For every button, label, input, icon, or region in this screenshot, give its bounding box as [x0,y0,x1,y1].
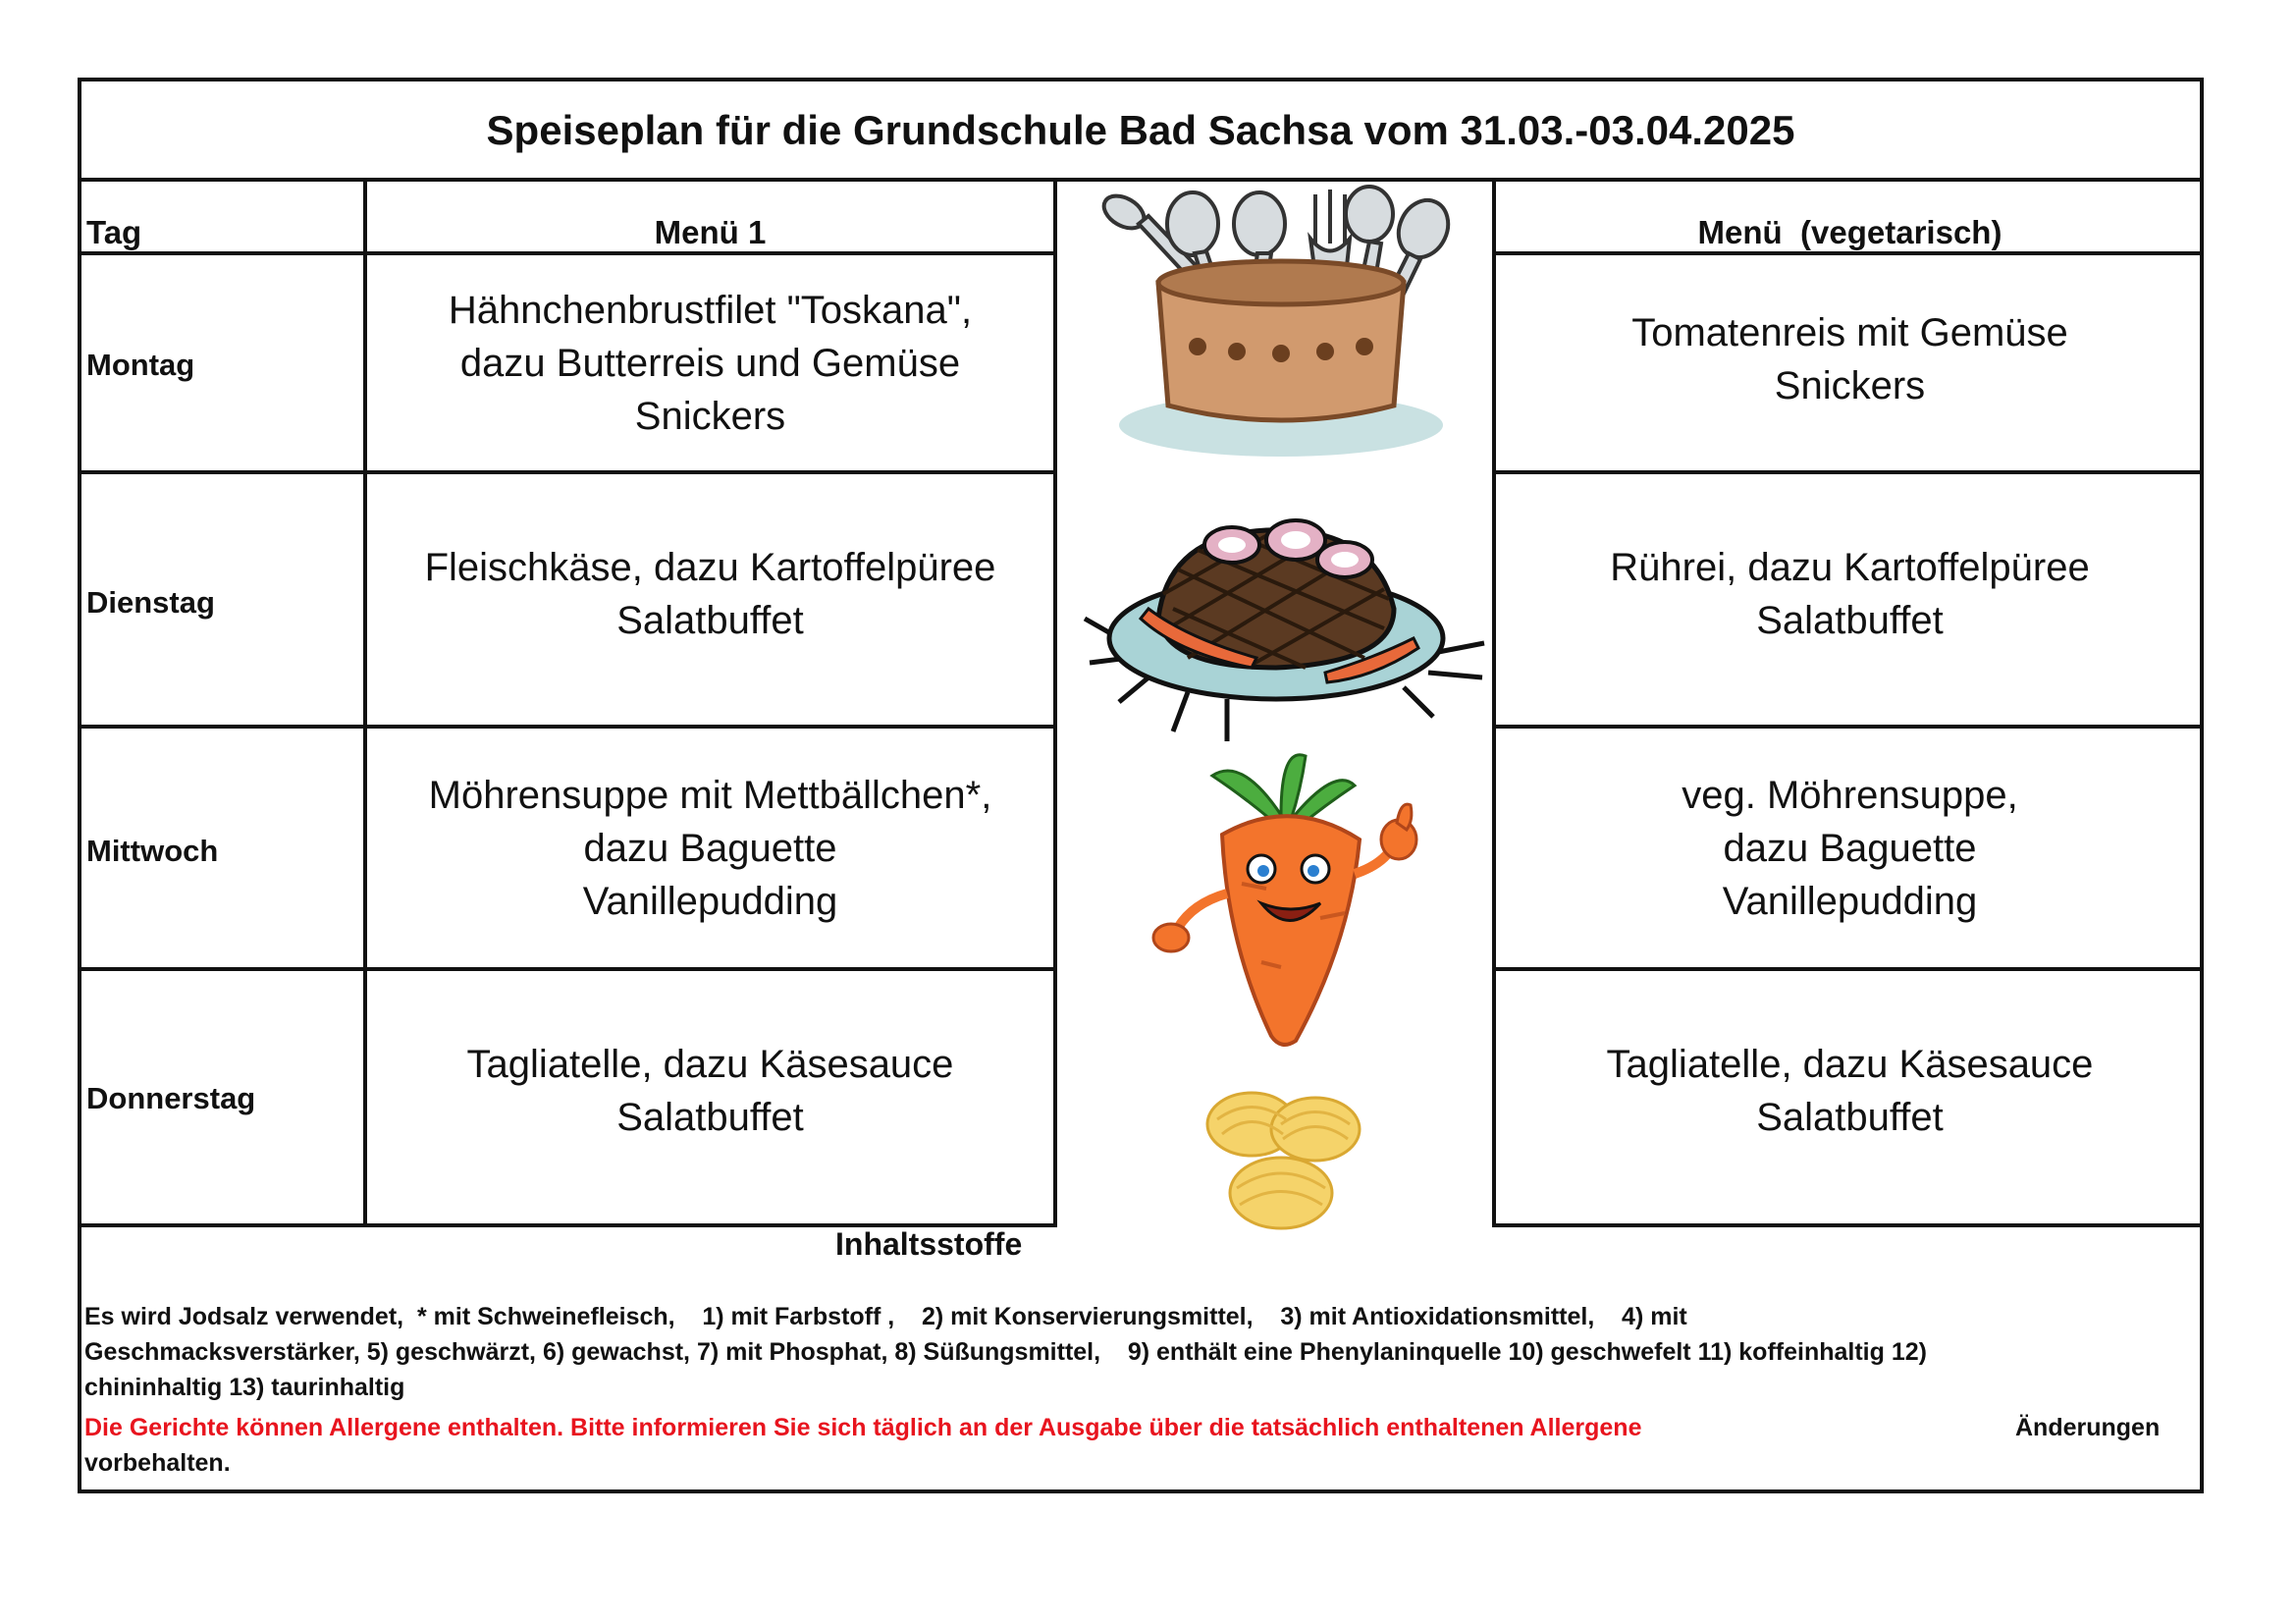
dish-line: Salatbuffet [616,599,804,642]
header-menu-veg-label: Menü (vegetarisch) [1697,214,2002,250]
header-menu-veg [1496,214,2204,251]
header-day: Tag [86,214,142,250]
ingredients-heading: Inhaltsstoffe [835,1226,1023,1262]
dish-line: Hähnchenbrustfilet "Toskana", [448,288,973,332]
dish-line: Rührei, dazu Kartoffelpüree [1610,546,2090,589]
day-label-donnerstag: Donnerstag [86,1081,256,1115]
allergen-warning: Die Gerichte können Allergene enthalten. Bitte informieren Sie sich täglich an der Ausgabe über die tatsächlich enthaltenen Allergene [84,1414,1642,1441]
header-menu1 [367,214,1053,251]
meatloaf-platter-icon [1080,491,1492,746]
dish-line: Salatbuffet [1756,599,1944,642]
page-title: Speiseplan für die Grundschule Bad Sachsa vom 31.03.-03.04.2025 [486,107,1795,153]
dish-line: Vanillepudding [582,879,838,923]
utensil-pot-icon [1085,185,1477,460]
dish-line: Tomatenreis mit Gemüse [1631,311,2068,354]
menu1-montag [367,255,1053,470]
header-menu1-label: Menü 1 [654,214,767,250]
changes-note-a: Änderungen [2015,1414,2161,1441]
rule-col-menu1 [1053,178,1057,1227]
dish-line: veg. Möhrensuppe, [1682,773,2018,817]
dish-line: Vanillepudding [1722,879,1978,923]
veg-dienstag [1496,474,2204,725]
changes-note-b: vorbehalten. [84,1449,231,1477]
ingredients-line-3: chininhaltig 13) taurinhaltig [84,1374,405,1401]
dish-line: Tagliatelle, dazu Käsesauce [466,1043,954,1086]
day-label-dienstag: Dienstag [86,585,215,620]
dish-line: Snickers [634,394,786,438]
dish-line: Tagliatelle, dazu Käsesauce [1606,1043,2094,1086]
dish-line: Salatbuffet [1756,1096,1944,1139]
menu1-dienstag [367,474,1053,725]
dish-line: dazu Butterreis und Gemüse [459,341,961,385]
veg-donnerstag [1496,971,2204,1223]
dish-line: Möhrensuppe mit Mettbällchen*, [428,773,992,817]
rule-row4-right [1492,1223,2204,1227]
dish-line: Fleischkäse, dazu Kartoffelpüree [424,546,996,589]
dish-line: dazu Baguette [1723,826,1977,870]
dish-line: Snickers [1774,364,1926,407]
dish-line: dazu Baguette [583,826,837,870]
carrot-mascot-icon [1134,746,1428,1051]
day-label-mittwoch: Mittwoch [86,834,219,868]
veg-mittwoch [1496,729,2204,967]
ingredients-line-1: Es wird Jodsalz verwendet, * mit Schweinefleisch, 1) mit Farbstoff , 2) mit Konservierungsmittel, 3) mit Antioxidationsmittel, 4) mit [84,1303,1687,1330]
ingredients-line-2: Geschmacksverstärker, 5) geschwärzt, 6) gewachst, 7) mit Phosphat, 8) Süßungsmittel, 9) enthält eine Phenylaninquelle 10) geschwefelt 11) koffeinhaltig 12) [84,1338,1927,1366]
tagliatelle-nests-icon [1193,1075,1369,1252]
day-label-montag: Montag [86,348,195,382]
menu1-mittwoch [367,729,1053,967]
menu1-donnerstag [367,971,1053,1223]
dish-line: Salatbuffet [616,1096,804,1139]
veg-montag [1496,255,2204,470]
